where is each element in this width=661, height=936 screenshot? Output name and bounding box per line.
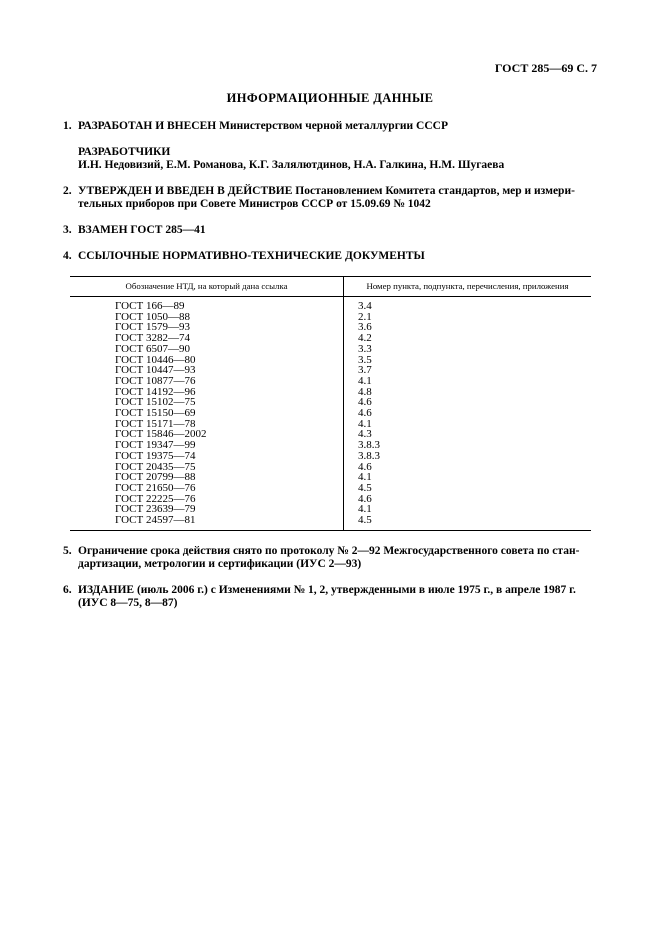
item-body xyxy=(78,584,597,610)
cell-standard: ГОСТ 19347—99 xyxy=(70,440,344,451)
cell-standard: ГОСТ 24597—81 xyxy=(70,515,344,530)
reference-table-body xyxy=(70,297,591,531)
cell-clause: 4.8 xyxy=(358,385,372,398)
cell-clause: 4.6 xyxy=(358,396,372,409)
item-body xyxy=(78,120,597,133)
cell-clause: 4.6 xyxy=(358,460,372,473)
cell-standard: ГОСТ 10446—80 xyxy=(70,355,344,366)
item-approved xyxy=(63,185,597,211)
item-body xyxy=(78,224,597,237)
item-number: 1. xyxy=(63,120,72,132)
cell-standard: ГОСТ 23639—79 xyxy=(70,504,344,515)
table-row xyxy=(70,515,591,530)
item-text-line: дартизации, метрологии и сертификации (ИУС 2—93) xyxy=(78,557,362,570)
item-text-line: РАЗРАБОТАН И ВНЕСЕН Министерством черной металлургии СССР xyxy=(78,120,448,132)
item-text-line: Ограничение срока действия снято по протоколу № 2—92 Межгосударственного совета по стан- xyxy=(78,544,580,557)
item-number: 3. xyxy=(63,224,72,236)
cell-standard: ГОСТ 19375—74 xyxy=(70,451,344,462)
cell-standard: ГОСТ 21650—76 xyxy=(70,483,344,494)
item-edition xyxy=(63,584,597,610)
cell-standard: ГОСТ 10447—93 xyxy=(70,365,344,376)
developers-block xyxy=(78,146,597,172)
cell-clause: 4.2 xyxy=(358,332,372,345)
item-text-line: тельных приборов при Совете Министров СССР от 15.09.69 № 1042 xyxy=(78,198,431,210)
table-row xyxy=(70,344,591,355)
references-table-wrap xyxy=(70,276,597,531)
cell-clause: 3.3 xyxy=(358,342,372,355)
cell-clause: 4.3 xyxy=(358,428,372,441)
developers-label: РАЗРАБОТЧИКИ xyxy=(78,146,171,158)
table-row xyxy=(70,297,591,312)
item-number: 5. xyxy=(63,544,72,557)
cell-clause: 4.5 xyxy=(358,481,372,494)
item-validity xyxy=(63,545,597,571)
cell-standard: ГОСТ 10877—76 xyxy=(70,376,344,387)
item-body xyxy=(78,545,597,571)
cell-clause: 3.6 xyxy=(358,321,372,334)
item-text-line: (ИУС 8—75, 8—87) xyxy=(78,596,178,609)
cell-standard: ГОСТ 3282—74 xyxy=(70,333,344,344)
item-number: 2. xyxy=(63,185,72,197)
cell-standard: ГОСТ 20799—88 xyxy=(70,472,344,483)
table-header-row xyxy=(70,277,591,297)
page-title: ИНФОРМАЦИОННЫЕ ДАННЫЕ xyxy=(226,91,434,105)
doc-number: ГОСТ 285—69 С. 7 xyxy=(494,61,597,75)
cell-standard: ГОСТ 15102—75 xyxy=(70,397,344,408)
cell-clause: 4.1 xyxy=(358,374,372,387)
item-references-heading xyxy=(63,250,597,263)
page-header xyxy=(63,62,597,75)
table-row xyxy=(70,451,591,462)
cell-clause: 3.4 xyxy=(358,300,372,312)
item-number: 4. xyxy=(63,250,72,262)
cell-standard: ГОСТ 20435—75 xyxy=(70,462,344,473)
cell-standard: ГОСТ 1050—88 xyxy=(70,312,344,323)
cell-clause: 2.1 xyxy=(358,310,372,323)
cell-standard: ГОСТ 6507—90 xyxy=(70,344,344,355)
cell-standard: ГОСТ 1579—93 xyxy=(70,322,344,333)
item-number: 6. xyxy=(63,583,72,596)
cell-standard: ГОСТ 22225—76 xyxy=(70,494,344,505)
item-text-line: ССЫЛОЧНЫЕ НОРМАТИВНО-ТЕХНИЧЕСКИЕ ДОКУМЕНТЫ xyxy=(78,250,425,262)
item-body xyxy=(78,185,597,211)
cell-standard: ГОСТ 166—89 xyxy=(70,297,344,312)
table-header-standard: Обозначение НТД, на который дана ссылка xyxy=(70,277,344,297)
cell-clause: 4.6 xyxy=(358,492,372,505)
cell-clause: 4.1 xyxy=(358,417,372,430)
cell-clause: 3.8.3 xyxy=(358,439,380,452)
cell-clause: 3.8.3 xyxy=(358,449,380,462)
cell-standard: ГОСТ 15150—69 xyxy=(70,408,344,419)
cell-standard: ГОСТ 15846—2002 xyxy=(70,429,344,440)
references-table-head xyxy=(70,277,591,297)
item-developed xyxy=(63,120,597,133)
cell-clause: 4.1 xyxy=(358,503,372,516)
developers-names: И.Н. Недовизий, Е.М. Романова, К.Г. Залялютдинов, Н.А. Галкина, Н.М. Шугаева xyxy=(78,159,505,171)
item-replaces xyxy=(63,224,597,237)
item-text-line: УТВЕРЖДЕН И ВВЕДЕН В ДЕЙСТВИЕ Постановлением Комитета стандартов, мер и измери- xyxy=(78,185,575,197)
cell-clause: 4.1 xyxy=(358,471,372,484)
table-header-clause: Номер пункта, подпункта, перечисления, приложения xyxy=(344,277,592,297)
cell-standard: ГОСТ 14192—96 xyxy=(70,387,344,398)
item-body xyxy=(78,250,597,263)
cell-standard: ГОСТ 15171—78 xyxy=(70,419,344,430)
references-table xyxy=(70,276,591,531)
item-text-line: ИЗДАНИЕ (июль 2006 г.) с Изменениями № 1, 2, утвержденными в июле 1975 г., в апреле 1987 г. xyxy=(78,583,576,596)
item-text-line: ВЗАМЕН ГОСТ 285—41 xyxy=(78,224,206,236)
cell-clause: 4.6 xyxy=(358,407,372,420)
cell-clause: 4.5 xyxy=(358,514,372,527)
cell-clause: 3.7 xyxy=(358,364,372,377)
cell-clause: 3.5 xyxy=(358,353,372,366)
